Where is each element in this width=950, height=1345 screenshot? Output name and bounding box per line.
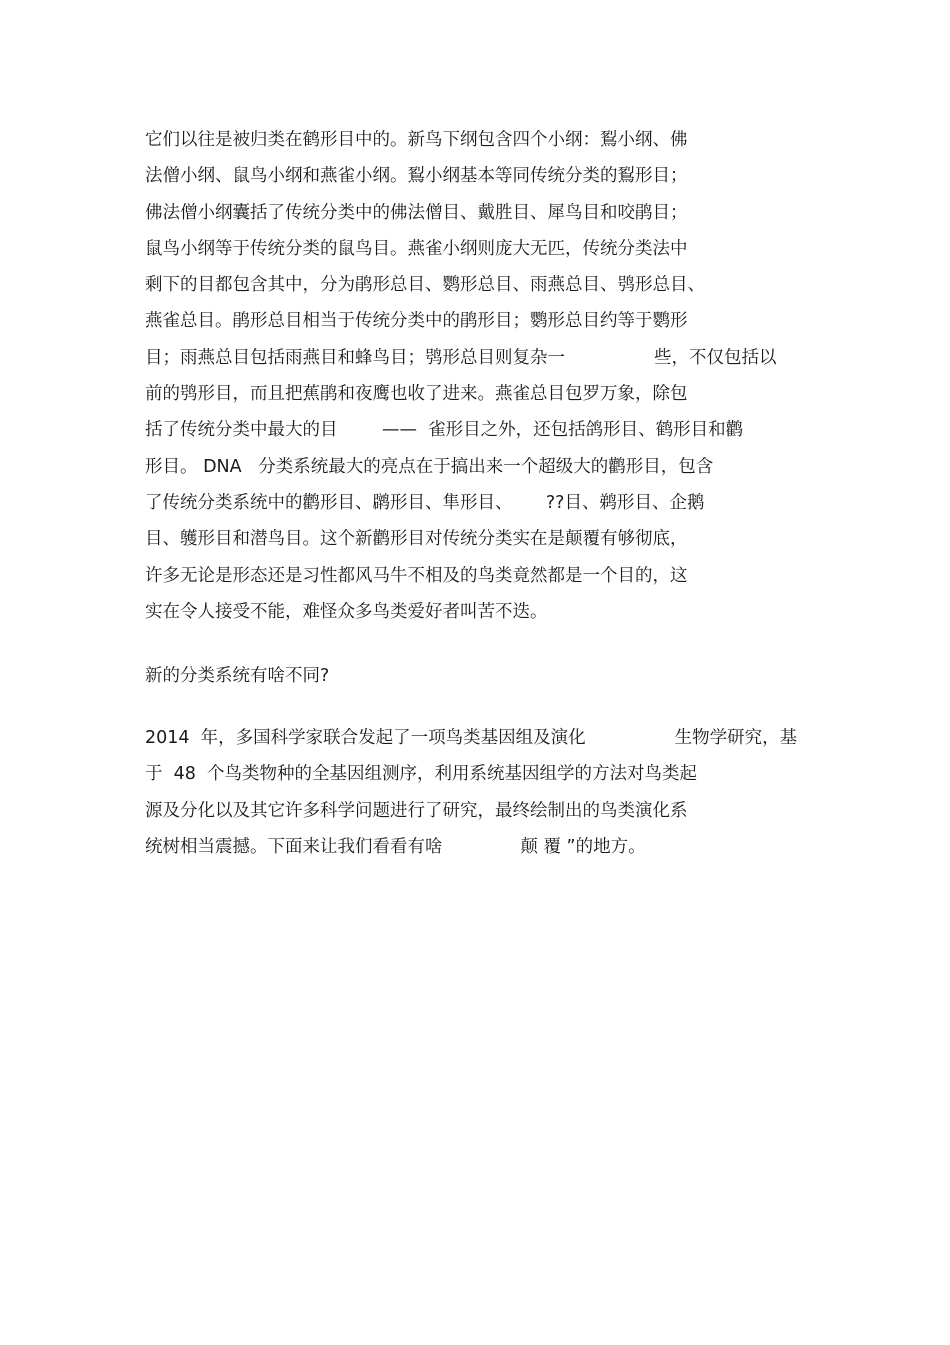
text-line: 佛法僧小纲囊括了传统分类中的佛法僧目、戴胜目、犀鸟目和咬鹃目； xyxy=(145,202,688,223)
text-line: 目；雨燕总目包括雨燕目和蜂鸟目；鸮形总目则复杂一 些，不仅包括以 xyxy=(145,347,777,368)
text-line: 它们以往是被归类在鹤形目中的。新鸟下纲包含四个小纲：鴷小纲、佛 xyxy=(145,130,688,150)
text-line: 鼠鸟小纲等于传统分类的鼠鸟目。燕雀小纲则庞大无匹，传统分类法中 xyxy=(145,238,688,259)
text-line: 前的鸮形目，而且把蕉鹃和夜鹰也收了进来。燕雀总目包罗万象，除包 xyxy=(145,384,688,405)
section-heading: 新的分类系统有啥不同? xyxy=(145,666,330,686)
text-line: 法僧小纲、鼠鸟小纲和燕雀小纲。鴷小纲基本等同传统分类的鴷形目； xyxy=(145,166,688,187)
text-line: 形目。 DNA 分类系统最大的亮点在于搞出来一个超级大的鹳形目，包含 xyxy=(145,456,714,477)
text-line: 目、鹱形目和潜鸟目。这个新鹳形目对传统分类实在是颠覆有够彻底， xyxy=(145,529,688,550)
text-line: 括了传统分类中最大的目 —— 雀形目之外，还包括鸽形目、鹤形目和鹳 xyxy=(145,420,744,441)
paragraph-classification xyxy=(145,122,805,630)
text-line: 2014 年，多国科学家联合发起了一项鸟类基因组及演化 生物学研究，基 xyxy=(145,728,798,748)
text-line: 燕雀总目。鹃形总目相当于传统分类中的鹃形目；鹦形总目约等于鹦形 xyxy=(145,311,688,332)
text-line: 剩下的目都包含其中，分为鹃形总目、鹦形总目、雨燕总目、鸮形总目、 xyxy=(145,275,705,296)
text-line: 统树相当震撼。下面来让我们看看有啥 颠 覆 ”的地方。 xyxy=(145,836,646,857)
text-line: 了传统分类系统中的鹳形目、䴙形目、隼形目、 ??目、鹈形目、企鹅 xyxy=(145,492,705,513)
text-line: 于 48 个鸟类物种的全基因组测序，利用系统基因组学的方法对鸟类起 xyxy=(145,764,698,785)
text-line: 许多无论是形态还是习性都风马牛不相及的鸟类竟然都是一个目的，这 xyxy=(145,565,688,586)
paragraph-genome-study xyxy=(145,720,805,865)
text-line: 源及分化以及其它许多科学问题进行了研究，最终绘制出的鸟类演化系 xyxy=(145,800,688,821)
text-line: 实在令人接受不能，难怪众多鸟类爱好者叫苦不迭。 xyxy=(145,601,548,622)
